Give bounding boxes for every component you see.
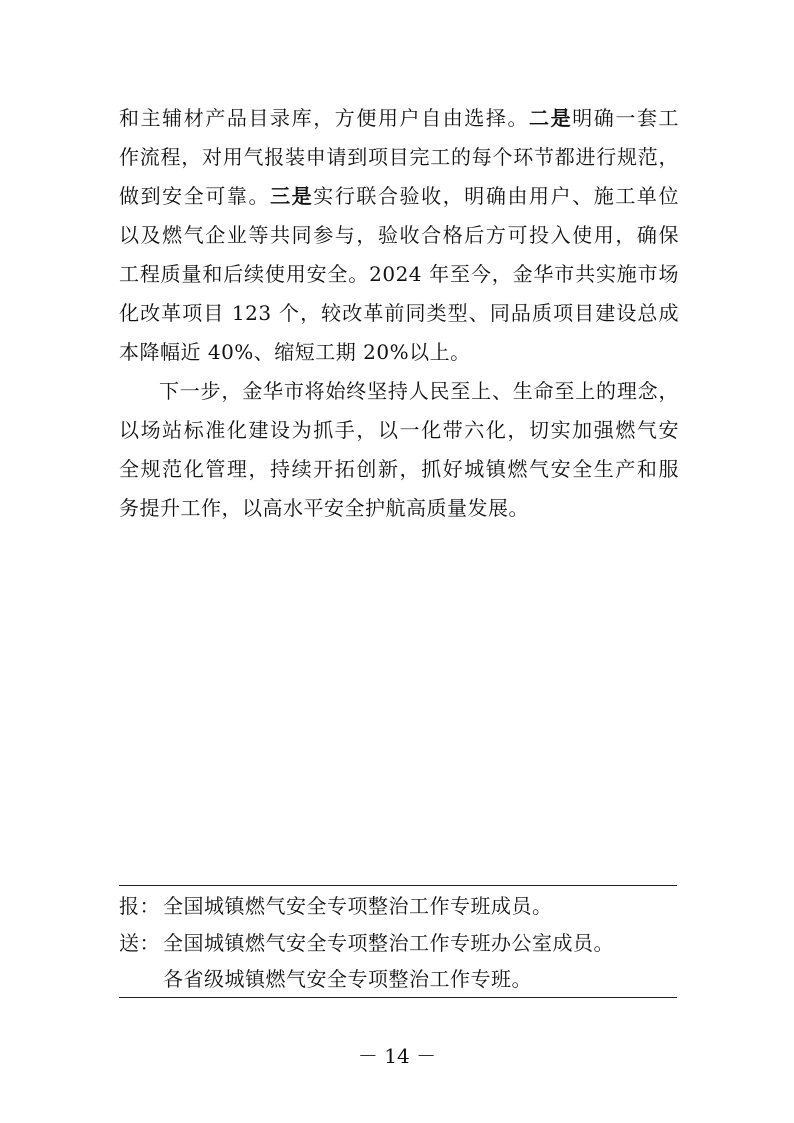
- body-line: 全规范化管理，持续开拓创新，抓好城镇燃气安全生产和服: [119, 457, 679, 481]
- send-recipients: 全国城镇燃气安全专项整治工作专班办公室成员。: [163, 931, 614, 955]
- body-line: 以场站标准化建设为抓手，以一化带六化，切实加强燃气安: [119, 418, 679, 442]
- send-line-continued: 各省级城镇燃气安全专项整治工作专班。: [163, 967, 532, 991]
- body-line: 务提升工作，以高水平安全护航高质量发展。: [119, 496, 529, 520]
- body-line: 本降幅近 40%、缩短工期 20%以上。: [119, 340, 471, 364]
- bold-marker: 三是: [270, 184, 314, 208]
- body-line: 工程质量和后续使用安全。2024 年至今，金华市共实施市场: [119, 262, 679, 286]
- send-line: [119, 929, 614, 961]
- body-line: [119, 182, 679, 214]
- body-line: 作流程，对用气报装申请到项目完工的每个环节都进行规范，: [119, 145, 679, 169]
- send-label: 送：: [119, 931, 160, 955]
- body-line: [119, 104, 679, 136]
- body-text: 明确一套工: [572, 106, 680, 130]
- report-line: [119, 892, 553, 924]
- distribution-top-rule: [119, 885, 677, 886]
- body-text: 做到安全可靠。: [119, 184, 271, 208]
- body-line: 以及燃气企业等共同参与，验收合格后方可投入使用，确保: [119, 223, 679, 247]
- report-label: 报：: [119, 894, 160, 918]
- report-recipients: 全国城镇燃气安全专项整治工作专班成员。: [163, 894, 553, 918]
- bold-marker: 二是: [529, 106, 573, 130]
- body-line: 下一步，金华市将始终坚持人民至上、生命至上的理念，: [159, 379, 679, 403]
- page-number: － 14 －: [357, 1044, 437, 1068]
- body-text: 和主辅材产品目录库，方便用户自由选择。: [119, 106, 530, 130]
- body-text: 实行联合验收，明确由用户、施工单位: [313, 184, 680, 208]
- distribution-bottom-rule: [119, 997, 677, 998]
- body-line: 化改革项目 123 个，较改革前同类型、同品质项目建设总成: [119, 301, 679, 325]
